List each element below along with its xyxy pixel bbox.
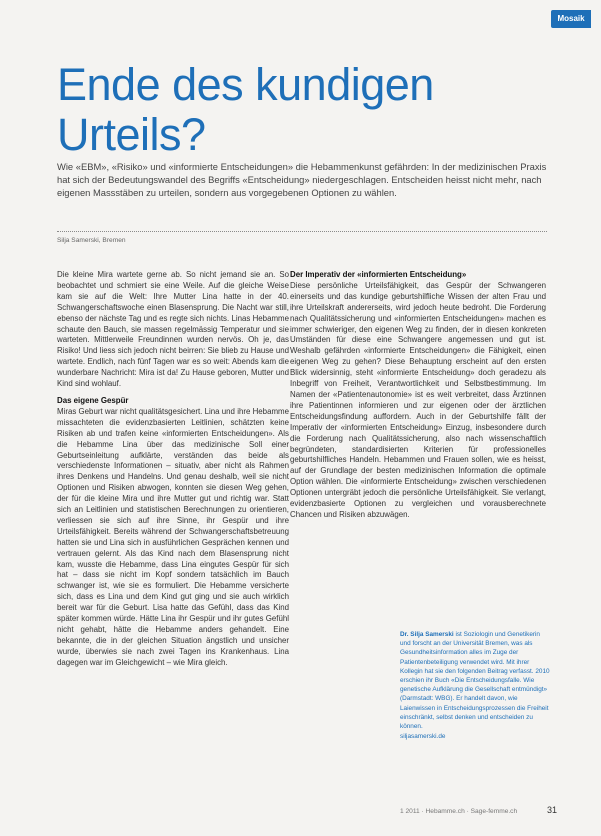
author-box <box>400 630 550 741</box>
author-website: siljasamerski.de <box>400 733 446 741</box>
byline: Silja Samerski, Bremen <box>57 237 126 244</box>
author-bio: ist Soziologin und Genetikerin und forscht an der Universität Bremen, was als Gesundheitsinformation alles im Zuge der Patientenbeteiligung verwendet wird. Mit ihrer Kollegin hat sie den folgenden Beitrag verfasst. 2010 erschien ihr Buch «Die Entscheidungsfalle. Wie genetische Aufklärung die Gesellschaft entmündigt» (Darmstadt: WBG). Er handelt davon, wie Laienwissen in Entscheidungsprozessen die Freiheit einschränkt, selbst denken und entscheiden zu können. <box>400 631 550 731</box>
section-heading: Das eigene Gespür <box>57 395 129 405</box>
article-title: Ende des kundigen Urteils? <box>57 59 434 160</box>
left-column <box>57 270 289 669</box>
body-paragraph: Diese persönliche Urteilsfähigkeit, das Gespür der Schwangeren einerseits und das kundige geburtshilfliche Wissen der alten Frau und ihre Urteilskraft andererseits, wird jedoch heute bedroht. Die Forderung nach Qualitätssicherung und «informierten Entscheidungen» machen es immer schwieriger, den eigenen Weg zu finden, der in diesen konkreten Umständen für diese eine Schwangere angemessen und gut ist. Weshalb gefährden «informierte Entscheidungen» die Fähigkeit, einen eigenen Weg zu gehen? Diese Behauptung erscheint auf den ersten Blick widersinnig, steht «informierte Entscheidung» doch geradezu als Inbegriff von Freiheit, Verantwortlichkeit und Selbstbestimmung. Im Namen der «Patientenautonomie» ist es weit verbreitet, dass Ärztinnen ihre Patientinnen informieren und zur eigenen oder der ärztlichen Entscheidungsfindung auffordern. Auch in der Geburtshilfe fällt der Imperativ der «informierten Entscheidung» Einzug, insbesondere durch die Forderung nach Qualitätssicherung, also nach wissenschaftlich begründeten, standardisierten Kriterien für professionelles geburtshilfliches Handeln. Hebammen und Frauen sollen, wie es heisst, auf der Grundlage der besten medizinischen Information die optimale Option wählen. Die «informierte Entscheidung» zwischen verschiedenen Optionen untergräbt jedoch die persönliche Urteilsfähigkeit. Sie verlangt, evidenzbasierte Optionen zu vergleichen und vorausberechnete Chancen und Risiken abzuwägen. <box>290 280 546 519</box>
intro-paragraph: Die kleine Mira wartete gerne ab. So nicht jemand sie an. So beobachtet und schmiert sie eine Weile. Auf die gleiche Weise kam sie auf die Welt: Ihre Mutter Lina hatte in der 40. Schwangerschaftswoche einen Blasensprung. Die Nacht war still, ebenso der nächste Tag und es regte sich nichts. Linas Hebamme schaute den Bauch, sie massen regelmässig Temperatur und sie warteten. Mittlerweile Freundinnen wurden nervös. Oh je, das Risiko! Und liess sich jedoch nicht beirren: Sie blieb zu Hause und wartete. Endlich, nach fünf Tagen war es so weit: Abends kam die wunderbare Nachricht: Mira ist da! Zu Hause geboren, Mutter und Kind sind wohlauf. <box>57 270 289 389</box>
page-number: 31 <box>546 805 557 815</box>
section-tab: Mosaik <box>551 10 591 28</box>
section-heading: Der Imperativ der «informierten Entscheidung» <box>290 270 467 279</box>
divider-rule <box>57 231 547 232</box>
body-paragraph: Miras Geburt war nicht qualitätsgesichert. Lina und ihre Hebamme missachteten die evidenzbasierten Leitlinien, schätzten keine Risiken ab und trafen keine «informierten Entscheidungen». Als die Hebamme Lina über das medizinische Soll einer Geburtseinleitung aufklärte, verständen das beide als verschiedenste Informationen – situativ, aber nicht als Rahmen ihres Denkens und Handelns. Und genau deshalb, weil sie nicht Optionen und Risiken abwogen, konnten sie diesen Weg gehen, der für die kleine Mira und ihre Mutter gut und richtig war. Statt sich an Leitlinien und statistischen Berechnungen zu orientieren, verliessen sie sich auf ihre Sinne, ihr Gespür und ihre Urteilsfähigkeit. Bereits während der Schwangerschaftsbetreuung hatten sie und Lina sich in ausführlichen Gesprächen kennen und vertrauen gelernt. Als das Kind nach dem Blasensprung nicht kam, wusste die Hebamme, dass Lina eingutes Gespür für sich hat – dass sie nicht im Kopf sondern tatsächlich im Bauch schwanger ist, wie sie es formuliert. Die Hebamme versicherte sich, dass es Lina und dem Kind gut ging und sie auch wirklich bereit war für die Geburt. Lisa hatte das Gefühl, dass das Kind später kommen würde. Hätte Lina ihr Gespür und ihr gutes Gefühl nicht gehabt, hätte die Hebamme anders gehandelt. Eine bekannte, die in der gleichen Situation ängstlich und unsicher wurde, überwies sie nach zwei Tagen ins Krankenhaus. Lina dagegen war im Gleichgewicht – wie Mira gleich. <box>57 406 289 667</box>
right-column <box>290 270 546 521</box>
page-footer: 1 2011 · Hebamme.ch · Sage-femme.ch <box>400 808 518 815</box>
author-name: Dr. Silja Samerski <box>400 631 454 638</box>
article-lead: Wie «EBM», «Risiko» und «informierte Entscheidungen» die Hebammenkunst gefährden: In der medizinischen Praxis hat sich der Bedeutungswandel des Begriffs «Entscheidung» niedergeschlagen. Entscheiden heisst nicht mehr, nach eigenen Massstäben zu urteilen, sondern aus vorgegebenen Optionen zu wählen. <box>57 161 547 199</box>
